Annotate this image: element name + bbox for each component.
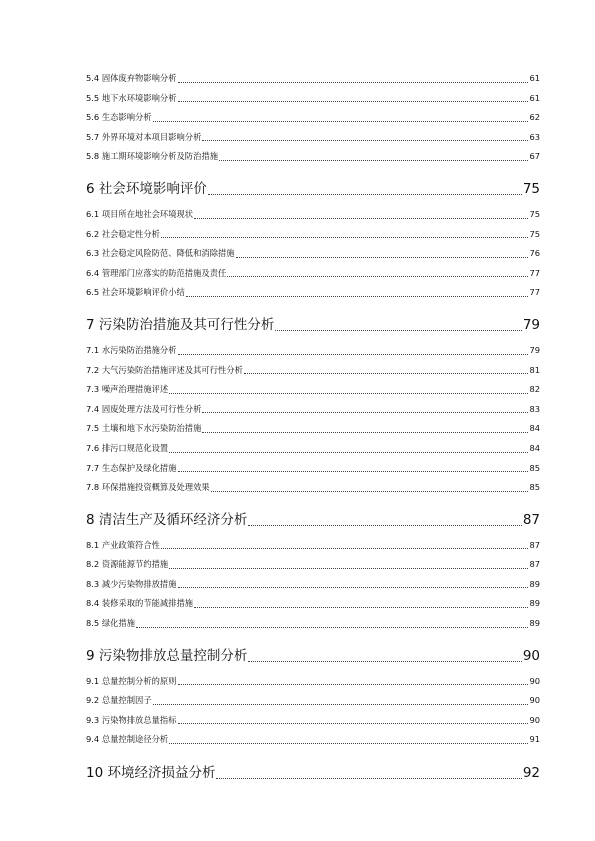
dot-leader [202, 140, 528, 141]
toc-entry-title: 10 环境经济损益分析 [86, 764, 216, 781]
dot-leader [153, 121, 529, 122]
toc-entry-title: 5.7 外界环境对本项目影响分析 [86, 131, 202, 142]
toc-section-entry[interactable] [86, 400, 540, 420]
toc-section-entry[interactable] [86, 341, 540, 361]
toc-entry-page-number: 61 [529, 92, 540, 103]
dot-leader [275, 330, 521, 331]
toc-section-entry[interactable] [86, 283, 540, 303]
toc-entry-title: 7 污染防治措施及其可行性分析 [86, 317, 275, 334]
toc-entry-page-number: 77 [529, 287, 540, 298]
toc-section-entry[interactable] [86, 459, 540, 479]
toc-entry-page-number: 67 [529, 151, 540, 162]
dot-leader [178, 101, 529, 102]
toc-chapter-entry[interactable] [86, 762, 540, 784]
toc-entry-page-number: 87 [522, 512, 540, 529]
toc-section-entry[interactable] [86, 205, 540, 225]
dot-leader [169, 743, 528, 744]
toc-entry-page-number: 79 [529, 344, 540, 355]
toc-entry-title: 9.1 总量控制分析的原则 [86, 675, 177, 686]
dot-leader [178, 82, 529, 83]
toc-entry-title: 8 清洁生产及循环经济分析 [86, 512, 248, 529]
toc-entry-page-number: 87 [529, 539, 540, 550]
toc-entry-title: 7.8 环保措施投资概算及处理效果 [86, 482, 210, 493]
toc-entry-page-number: 89 [529, 578, 540, 589]
toc-entry-page-number: 92 [522, 764, 540, 781]
toc-entry-page-number: 90 [529, 695, 540, 706]
toc-entry-page-number: 91 [529, 734, 540, 745]
dot-leader [186, 296, 529, 297]
dot-leader [178, 684, 529, 685]
dot-leader [227, 276, 528, 277]
toc-entry-title: 9.2 总量控制因子 [86, 695, 152, 706]
toc-entry-page-number: 82 [529, 384, 540, 395]
dot-leader [169, 452, 528, 453]
dot-leader [236, 257, 529, 258]
toc-section-entry[interactable] [86, 691, 540, 711]
dot-leader [178, 587, 529, 588]
dot-leader [136, 627, 528, 628]
toc-entry-title: 7.6 排污口规范化设置 [86, 442, 169, 453]
toc-entry-page-number: 61 [529, 73, 540, 83]
toc-section-entry[interactable] [86, 419, 540, 439]
toc-chapter-entry[interactable] [86, 509, 540, 531]
toc-entry-title: 7.5 土壤和地下水污染防治措施 [86, 423, 202, 434]
toc-section-entry[interactable] [86, 711, 540, 731]
toc-section-entry[interactable] [86, 128, 540, 148]
toc-entry-title: 8.1 产业政策符合性 [86, 539, 160, 550]
toc-section-entry[interactable] [86, 361, 540, 381]
table-of-contents [86, 69, 540, 788]
toc-section-entry[interactable] [86, 730, 540, 750]
toc-entry-page-number: 89 [529, 598, 540, 609]
dot-leader [169, 393, 528, 394]
toc-entry-page-number: 90 [529, 714, 540, 725]
toc-section-entry[interactable] [86, 536, 540, 556]
dot-leader [178, 354, 529, 355]
toc-entry-title: 9 污染物排放总量控制分析 [86, 648, 248, 665]
toc-entry-page-number: 75 [529, 228, 540, 239]
dot-leader [161, 548, 529, 549]
toc-entry-title: 7.7 生态保护及绿化措施 [86, 462, 177, 473]
dot-leader [161, 237, 529, 238]
toc-entry-page-number: 85 [529, 482, 540, 493]
dot-leader [202, 412, 528, 413]
toc-entry-title: 6.2 社会稳定性分析 [86, 228, 160, 239]
toc-entry-page-number: 76 [529, 248, 540, 259]
dot-leader [208, 194, 522, 195]
dot-leader [219, 160, 528, 161]
toc-entry-page-number: 63 [529, 131, 540, 142]
toc-entry-title: 8.2 资源能源节约措施 [86, 559, 169, 570]
toc-entry-title: 9.4 总量控制途径分析 [86, 734, 169, 745]
dot-leader [248, 525, 521, 526]
toc-entry-page-number: 90 [522, 648, 540, 665]
toc-section-entry[interactable] [86, 555, 540, 575]
toc-section-entry[interactable] [86, 225, 540, 245]
toc-entry-page-number: 84 [529, 442, 540, 453]
toc-section-entry[interactable] [86, 672, 540, 692]
toc-entry-page-number: 81 [529, 364, 540, 375]
toc-chapter-entry[interactable] [86, 178, 540, 200]
toc-entry-page-number: 62 [529, 112, 540, 123]
dot-leader [169, 568, 528, 569]
toc-entry-title: 5.8 施工期环境影响分析及防治措施 [86, 151, 218, 162]
toc-entry-page-number: 84 [529, 423, 540, 434]
dot-leader [153, 704, 529, 705]
toc-chapter-entry[interactable] [86, 314, 540, 336]
dot-leader [244, 373, 529, 374]
toc-entry-title: 7.3 噪声治理措施评述 [86, 384, 169, 395]
toc-entry-title: 5.6 生态影响分析 [86, 112, 152, 123]
toc-section-entry[interactable] [86, 614, 540, 634]
toc-entry-title: 9.3 污染物排放总量指标 [86, 714, 177, 725]
toc-section-entry[interactable] [86, 69, 540, 89]
toc-entry-page-number: 89 [529, 618, 540, 629]
toc-chapter-entry[interactable] [86, 645, 540, 667]
toc-section-entry[interactable] [86, 439, 540, 459]
toc-entry-title: 6.5 社会环境影响评价小结 [86, 287, 185, 298]
dot-leader [194, 607, 528, 608]
dot-leader [211, 491, 529, 492]
dot-leader [178, 723, 529, 724]
toc-entry-title: 6.3 社会稳定风险防范、降低和消除措施 [86, 248, 235, 259]
dot-leader [248, 661, 521, 662]
toc-entry-title: 5.4 固体废弃物影响分析 [86, 73, 177, 83]
toc-section-entry[interactable] [86, 89, 540, 109]
toc-entry-title: 7.2 大气污染防治措施评述及其可行性分析 [86, 364, 243, 375]
toc-section-entry[interactable] [86, 575, 540, 595]
toc-section-entry[interactable] [86, 594, 540, 614]
dot-leader [202, 432, 528, 433]
toc-section-entry[interactable] [86, 108, 540, 128]
toc-section-entry[interactable] [86, 244, 540, 264]
toc-section-entry[interactable] [86, 264, 540, 284]
toc-entry-title: 8.3 减少污染物排放措施 [86, 578, 177, 589]
toc-entry-title: 6.1 项目所在地社会环境现状 [86, 208, 194, 219]
toc-entry-title: 6.4 管理部门应落实的防范措施及责任 [86, 267, 227, 278]
toc-entry-page-number: 87 [529, 559, 540, 570]
toc-section-entry[interactable] [86, 147, 540, 167]
toc-entry-page-number: 75 [529, 208, 540, 219]
toc-entry-title: 8.5 绿化措施 [86, 618, 136, 629]
toc-entry-page-number: 75 [522, 181, 540, 198]
toc-section-entry[interactable] [86, 380, 540, 400]
toc-entry-page-number: 90 [529, 675, 540, 686]
toc-entry-page-number: 77 [529, 267, 540, 278]
toc-entry-page-number: 83 [529, 403, 540, 414]
toc-entry-title: 6 社会环境影响评价 [86, 181, 207, 198]
toc-entry-title: 8.4 装修采取的节能减排措施 [86, 598, 194, 609]
dot-leader [194, 218, 528, 219]
toc-entry-page-number: 85 [529, 462, 540, 473]
toc-entry-title: 7.4 固废处理方法及可行性分析 [86, 403, 202, 414]
toc-section-entry[interactable] [86, 478, 540, 498]
toc-entry-title: 7.1 水污染防治措施分析 [86, 344, 177, 355]
dot-leader [178, 471, 529, 472]
dot-leader [216, 778, 521, 779]
toc-entry-title: 5.5 地下水环境影响分析 [86, 92, 177, 103]
toc-entry-page-number: 79 [522, 317, 540, 334]
